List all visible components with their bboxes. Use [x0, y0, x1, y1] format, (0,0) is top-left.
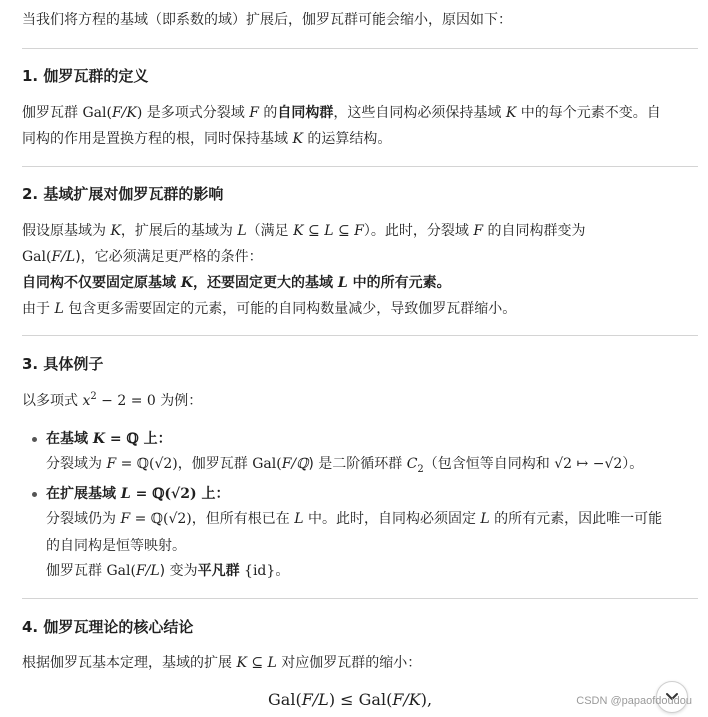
section-2-bold-line: 自同构不仅要固定原基域 K，还要固定更大的基域 L 中的所有元素。 — [22, 275, 451, 291]
section-2-line-1: 假设原基域为 K，扩展后的基域为 L（满足 K ⊆ L ⊆ F）。此时，分裂域 F 的自同构群变为 — [22, 223, 586, 239]
watermark: CSDN @papaofdoudou — [576, 695, 692, 707]
section-3-title: 3. 具体例子 — [22, 355, 104, 373]
intro-text: 当我们将方程的基域（即系数的域）扩展后，伽罗瓦群可能会缩小，原因如下： — [22, 12, 512, 28]
bullet-2-heading: 在扩展基域 L = ℚ(√2) 上： — [46, 486, 230, 502]
section-2-title: 2. 基域扩展对伽罗瓦群的影响 — [22, 185, 224, 203]
section-2-line-2: Gal(F/L)，它必须满足更严格的条件： — [22, 249, 263, 265]
divider — [22, 598, 698, 599]
bullet-1-line-2: 分裂域为 F = ℚ(√2)，伽罗瓦群 Gal(F/ℚ) 是二阶循环群 $C_2$（包含恒等自同构和 √2 ↦ −√2）。 — [46, 456, 644, 475]
section-1-line-1: 伽罗瓦群 Gal(F/K) 是多项式分裂域 F 的自同构群，这些自同构必须保持基域 K 中的每个元素不变。自 — [22, 105, 661, 121]
bullet-2-line-4: 伽罗瓦群 Gal(F/L) 变为平凡群 {id}。 — [46, 563, 290, 579]
galois-formula: Gal(F/L) ≤ Gal(F/K), — [268, 690, 433, 709]
section-3-intro: 以多项式 $x^2 - 2 = 0$ 为例： — [22, 391, 203, 409]
divider — [22, 48, 698, 49]
section-1-line-2: 同构的作用是置换方程的根，同时保持基域 K 的运算结构。 — [22, 131, 392, 147]
bullet-1-heading: 在基域 K = ℚ 上： — [46, 431, 172, 447]
bullet-marker — [32, 437, 37, 442]
section-2-line-4: 由于 L 包含更多需要固定的元素，可能的自同构数量减少，导致伽罗瓦群缩小。 — [22, 301, 517, 317]
section-4-line-1: 根据伽罗瓦基本定理，基域的扩展 K ⊆ L 对应伽罗瓦群的缩小： — [22, 655, 422, 671]
bullet-marker — [32, 492, 37, 497]
bullet-2-line-2: 分裂域仍为 F = ℚ(√2)，但所有根已在 L 中。此时，自同构必须固定 L 的所有元素，因此唯一可能 — [46, 511, 663, 527]
divider — [22, 335, 698, 336]
bullet-2-line-3: 的自同构是恒等映射。 — [46, 538, 186, 554]
section-1-title: 1. 伽罗瓦群的定义 — [22, 67, 149, 85]
divider — [22, 166, 698, 167]
section-4-title: 4. 伽罗瓦理论的核心结论 — [22, 618, 194, 636]
